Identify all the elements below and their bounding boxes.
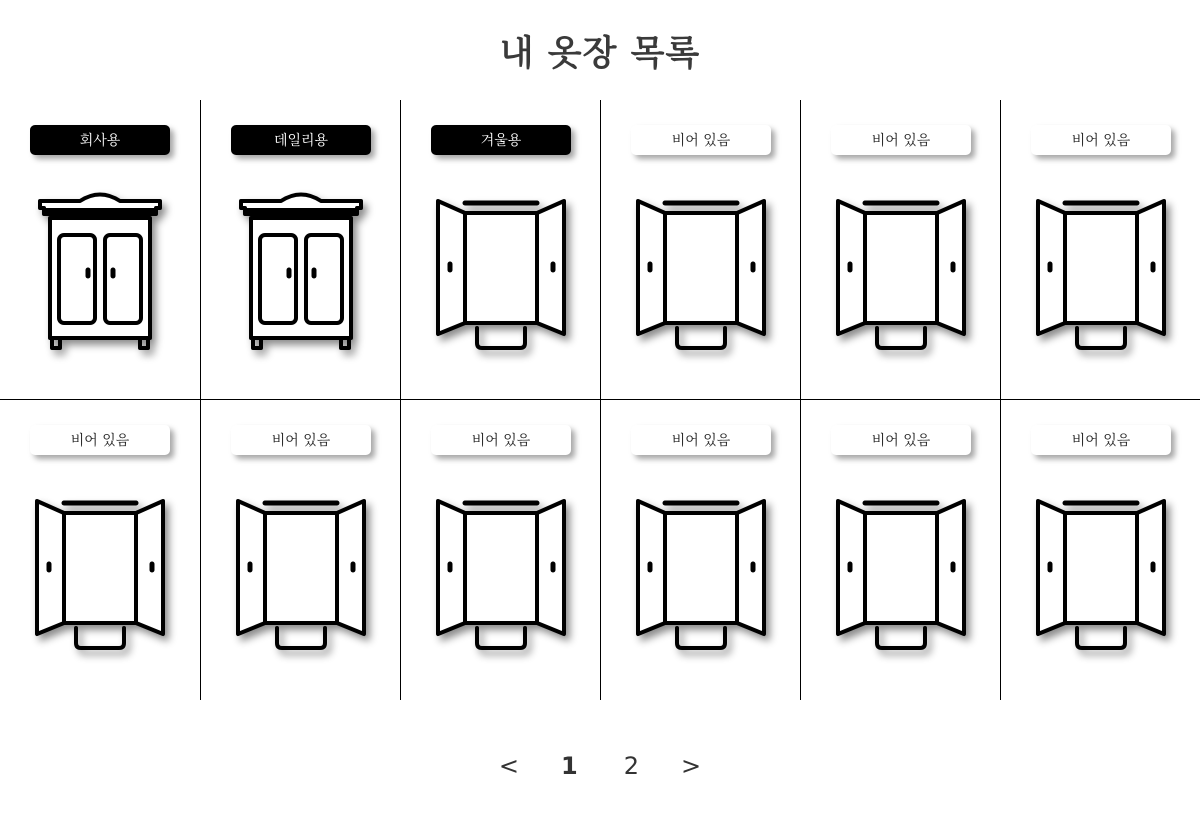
wardrobe-open-icon	[831, 482, 971, 662]
closet-label: 비어 있음	[631, 125, 771, 155]
wardrobe-open-icon	[1031, 182, 1171, 362]
wardrobe-open-icon	[231, 482, 371, 662]
closet-label: 비어 있음	[431, 425, 571, 455]
page-1-button[interactable]: 1	[561, 752, 578, 780]
wardrobe-closed-icon	[231, 182, 371, 362]
closet-label: 비어 있음	[831, 425, 971, 455]
page-title: 내 옷장 목록	[499, 34, 701, 74]
page-2-button[interactable]: 2	[623, 752, 639, 780]
next-page-button[interactable]: >	[680, 752, 702, 780]
wardrobe-open-icon	[631, 482, 771, 662]
closet-card[interactable]	[0, 400, 200, 700]
closet-card[interactable]	[0, 100, 200, 400]
closet-card[interactable]	[1000, 100, 1200, 400]
wardrobe-open-icon	[831, 182, 971, 362]
closet-label: 비어 있음	[30, 425, 170, 455]
wardrobe-open-icon	[631, 182, 771, 362]
closet-card[interactable]	[400, 400, 600, 700]
closet-card[interactable]	[1000, 400, 1200, 700]
closet-card[interactable]	[800, 100, 1000, 400]
closet-label: 비어 있음	[231, 425, 371, 455]
closet-card[interactable]	[200, 400, 400, 700]
closet-card[interactable]	[600, 400, 800, 700]
wardrobe-open-icon	[1031, 482, 1171, 662]
closet-label: 비어 있음	[1031, 125, 1171, 155]
wardrobe-open-icon	[431, 482, 571, 662]
closet-label: 데일리용	[231, 125, 371, 155]
wardrobe-open-icon	[431, 182, 571, 362]
closet-card[interactable]	[200, 100, 400, 400]
prev-page-button[interactable]: <	[498, 752, 519, 780]
closet-grid	[0, 100, 1200, 700]
closet-card[interactable]	[400, 100, 600, 400]
pagination	[0, 748, 1200, 784]
closet-label: 회사용	[30, 125, 170, 155]
closet-label: 비어 있음	[631, 425, 771, 455]
closet-label: 비어 있음	[831, 125, 971, 155]
closet-card[interactable]	[600, 100, 800, 400]
closet-card[interactable]	[800, 400, 1000, 700]
wardrobe-closed-icon	[30, 182, 170, 362]
closet-label: 비어 있음	[1031, 425, 1171, 455]
closet-label: 겨울용	[431, 125, 571, 155]
wardrobe-open-icon	[30, 482, 170, 662]
